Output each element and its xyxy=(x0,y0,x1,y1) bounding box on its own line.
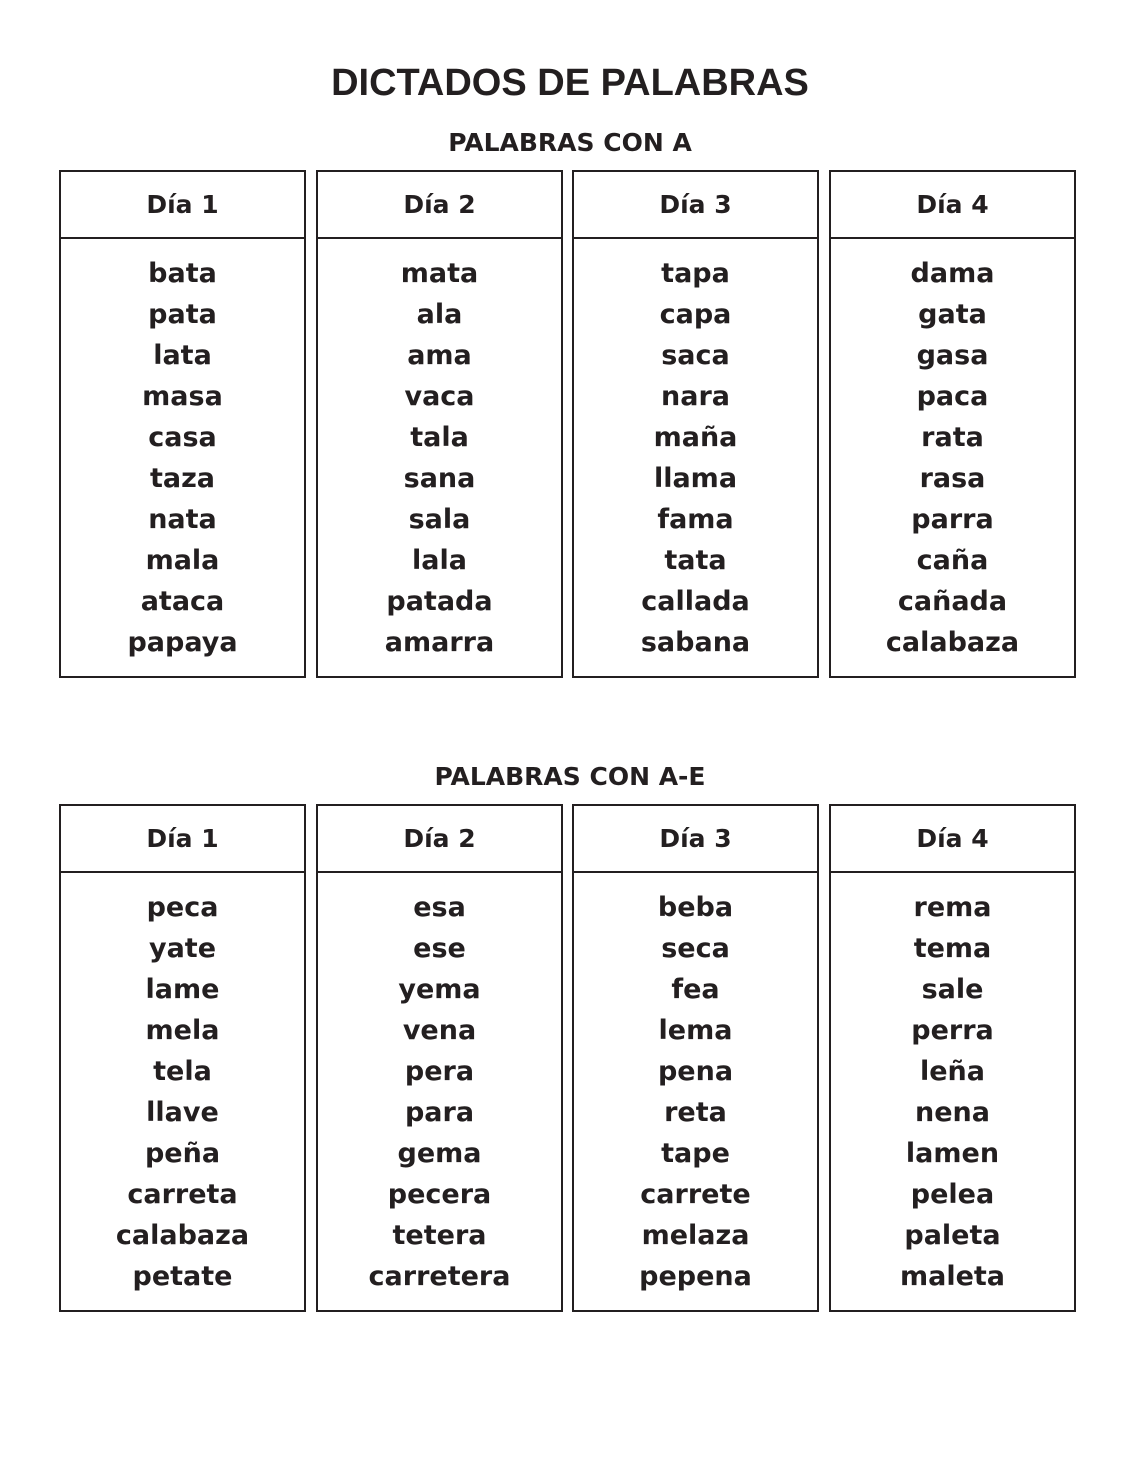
word-item: tapa xyxy=(661,258,730,289)
word-item: lala xyxy=(412,545,467,576)
word-item: tela xyxy=(153,1056,212,1087)
word-item: tape xyxy=(661,1138,730,1169)
word-item: caña xyxy=(916,545,989,576)
word-list xyxy=(574,873,817,1297)
word-item: pelea xyxy=(910,1179,995,1210)
word-item: llama xyxy=(653,463,738,494)
word-item: sale xyxy=(921,974,984,1005)
word-item: papaya xyxy=(127,627,238,658)
day-column xyxy=(316,804,563,1312)
word-item: llave xyxy=(146,1097,219,1128)
word-item: petate xyxy=(132,1261,233,1292)
word-item: parra xyxy=(911,504,994,535)
word-item: masa xyxy=(142,381,223,412)
word-list xyxy=(831,873,1074,1297)
day-header: Día 1 xyxy=(61,172,304,239)
word-item: ala xyxy=(416,299,463,330)
word-item: peca xyxy=(146,892,219,923)
day-column xyxy=(572,170,819,678)
word-item: capa xyxy=(659,299,732,330)
word-item: fama xyxy=(657,504,734,535)
word-item: callada xyxy=(641,586,750,617)
word-item: gema xyxy=(397,1138,482,1169)
word-item: bata xyxy=(148,258,217,289)
word-item: rema xyxy=(913,892,992,923)
word-list xyxy=(318,873,561,1297)
word-item: ese xyxy=(413,933,466,964)
word-list xyxy=(318,239,561,663)
day-column xyxy=(572,804,819,1312)
word-item: melaza xyxy=(641,1220,750,1251)
word-item: esa xyxy=(413,892,466,923)
word-list xyxy=(574,239,817,663)
word-item: calabaza xyxy=(885,627,1020,658)
day-column xyxy=(316,170,563,678)
word-item: reta xyxy=(664,1097,727,1128)
word-item: carrete xyxy=(640,1179,751,1210)
word-item: tetera xyxy=(392,1220,487,1251)
word-item: vaca xyxy=(404,381,475,412)
word-item: rasa xyxy=(919,463,986,494)
day-header: Día 2 xyxy=(318,172,561,239)
word-item: lame xyxy=(145,974,220,1005)
word-item: ataca xyxy=(140,586,225,617)
word-item: maña xyxy=(653,422,738,453)
word-item: sala xyxy=(408,504,471,535)
word-item: yema xyxy=(398,974,481,1005)
word-item: vena xyxy=(402,1015,477,1046)
word-list xyxy=(831,239,1074,663)
word-item: pera xyxy=(404,1056,475,1087)
section-title: PALABRAS CON A xyxy=(448,128,692,157)
word-item: leña xyxy=(919,1056,985,1087)
word-item: yate xyxy=(148,933,217,964)
word-item: perra xyxy=(911,1015,994,1046)
word-item: sabana xyxy=(640,627,751,658)
word-item: nena xyxy=(915,1097,990,1128)
word-item: lamen xyxy=(905,1138,1000,1169)
word-list xyxy=(61,239,304,663)
word-item: mata xyxy=(400,258,479,289)
word-item: lata xyxy=(153,340,212,371)
word-item: nara xyxy=(661,381,730,412)
day-header: Día 4 xyxy=(831,172,1074,239)
word-item: ama xyxy=(407,340,472,371)
day-column xyxy=(829,170,1076,678)
word-item: paca xyxy=(916,381,989,412)
word-item: sana xyxy=(403,463,476,494)
day-column xyxy=(829,804,1076,1312)
word-item: saca xyxy=(661,340,730,371)
word-item: gasa xyxy=(916,340,989,371)
word-item: maleta xyxy=(899,1261,1006,1292)
day-column xyxy=(59,804,306,1312)
word-item: nata xyxy=(148,504,217,535)
day-header: Día 1 xyxy=(61,806,304,873)
word-item: tata xyxy=(664,545,727,576)
day-header: Día 3 xyxy=(574,806,817,873)
word-item: taza xyxy=(149,463,216,494)
word-item: mala xyxy=(145,545,220,576)
word-item: amarra xyxy=(384,627,495,658)
word-item: carreta xyxy=(127,1179,238,1210)
word-item: pena xyxy=(657,1056,734,1087)
word-item: pata xyxy=(148,299,217,330)
word-item: dama xyxy=(910,258,995,289)
section-title: PALABRAS CON A-E xyxy=(434,762,706,791)
word-item: fea xyxy=(671,974,720,1005)
word-item: patada xyxy=(386,586,493,617)
word-item: casa xyxy=(148,422,217,453)
page-title: DICTADOS DE PALABRAS xyxy=(331,62,809,104)
word-item: cañada xyxy=(897,586,1008,617)
word-item: peña xyxy=(144,1138,221,1169)
word-item: paleta xyxy=(904,1220,1001,1251)
word-item: tema xyxy=(913,933,992,964)
word-item: tala xyxy=(410,422,469,453)
word-item: gata xyxy=(918,299,987,330)
word-item: carretera xyxy=(368,1261,511,1292)
word-item: calabaza xyxy=(115,1220,250,1251)
day-column xyxy=(59,170,306,678)
day-header: Día 2 xyxy=(318,806,561,873)
word-item: para xyxy=(404,1097,475,1128)
day-header: Día 4 xyxy=(831,806,1074,873)
day-header: Día 3 xyxy=(574,172,817,239)
word-item: beba xyxy=(657,892,734,923)
word-item: pepena xyxy=(639,1261,752,1292)
word-item: mela xyxy=(145,1015,220,1046)
word-item: rata xyxy=(921,422,984,453)
word-item: pecera xyxy=(387,1179,492,1210)
word-item: lema xyxy=(658,1015,733,1046)
word-list xyxy=(61,873,304,1297)
word-item: seca xyxy=(661,933,730,964)
